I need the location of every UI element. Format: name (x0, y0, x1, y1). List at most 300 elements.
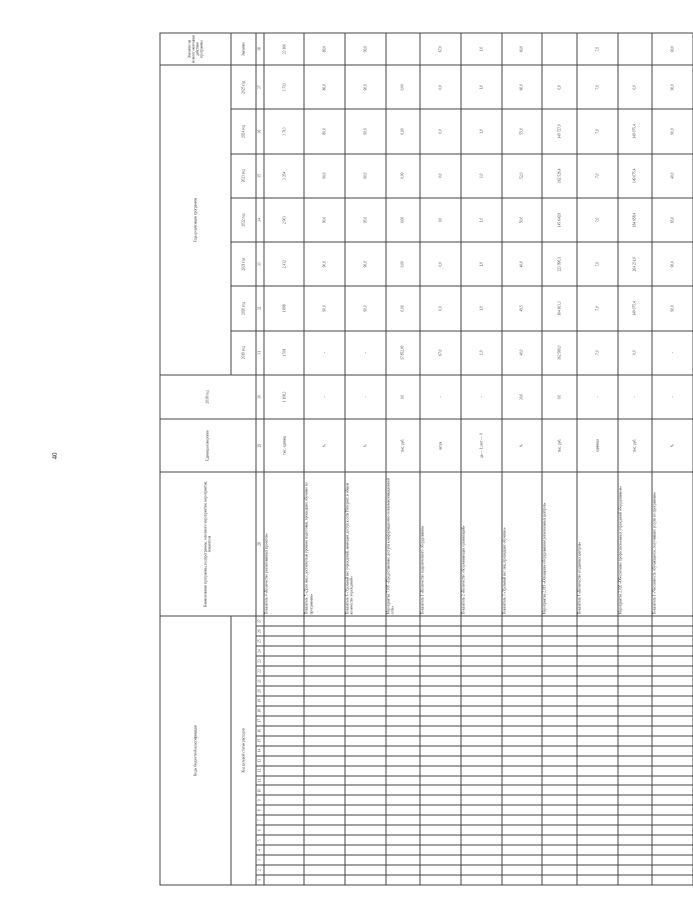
row-unit: да — 1; нет — 0 (461, 419, 502, 472)
classification-code-cell (461, 825, 502, 835)
classification-code-cell (501, 845, 542, 855)
classification-code-cell (501, 865, 542, 875)
classification-code-cell (576, 855, 617, 865)
classification-code-cell (501, 815, 542, 825)
row-year-value: 7,0 (576, 242, 617, 286)
row-year-value: 264 231,0 (617, 242, 652, 286)
classification-code-cell (420, 675, 461, 685)
column-number: 21 (255, 675, 263, 685)
classification-code-cell (420, 835, 461, 845)
classification-code-cell (501, 615, 542, 625)
classification-code-cell (542, 636, 577, 646)
classification-code-cell (385, 646, 420, 656)
classification-code-cell (461, 656, 502, 666)
classification-code-cell (263, 755, 304, 765)
classification-code-cell (461, 815, 502, 825)
classification-code-cell (345, 615, 386, 625)
row-base-value: 0,0 (542, 374, 577, 418)
classification-code-cell (576, 875, 617, 885)
table-row (345, 33, 386, 885)
column-number: 20 (255, 685, 263, 695)
classification-code-cell (385, 845, 420, 855)
classification-code-cell (576, 805, 617, 815)
table-row (617, 33, 652, 885)
classification-code-cell (304, 615, 345, 625)
classification-code-cell (542, 725, 577, 735)
row-year-value: 164 163,3 (542, 286, 577, 330)
row-unit: тыс. единиц (263, 419, 304, 472)
classification-code-cell (652, 675, 693, 685)
program-table (159, 32, 693, 885)
row-unit: % (304, 419, 345, 472)
classification-code-cell (652, 835, 693, 845)
table-row (576, 33, 617, 885)
row-year-value: 162 526,4 (542, 153, 577, 197)
classification-code-cell (420, 875, 461, 885)
column-number: 1 (255, 875, 263, 885)
classification-code-cell (263, 685, 304, 695)
program-name-header: Наименование программы, подпрограммы, основного мероприятия, мероприятия, показателя (160, 472, 256, 616)
row-year-value: 40,0 (652, 153, 693, 197)
classification-code-cell (461, 675, 502, 685)
row-name: Показатель 4 «Количество реализованных проектов» (263, 472, 304, 616)
row-final-value: 23 166 (263, 33, 304, 65)
classification-code-cell (263, 815, 304, 825)
classification-code-cell (461, 646, 502, 656)
classification-code-cell (304, 785, 345, 795)
classification-code-cell (542, 675, 577, 685)
classification-code-cell (652, 735, 693, 745)
classification-code-cell (345, 646, 386, 656)
row-year-value: 1,0 (461, 153, 502, 197)
classification-code-cell (542, 656, 577, 666)
year-header-2019: 2019 год (231, 330, 255, 374)
row-year-value: 90,0 (304, 286, 345, 330)
classification-code-cell (420, 615, 461, 625)
row-year-value: 67,0 (420, 330, 461, 374)
classification-code-cell (461, 705, 502, 715)
classification-code-cell (617, 755, 652, 765)
classification-code-cell (345, 666, 386, 676)
classification-code-cell (385, 666, 420, 676)
row-year-value: 0,0 (420, 286, 461, 330)
row-year-value: 223 990,1 (542, 242, 577, 286)
classification-code-cell (420, 636, 461, 646)
classification-code-cell (617, 855, 652, 865)
classification-code-cell (576, 626, 617, 636)
row-year-value: 90,0 (345, 153, 386, 197)
classification-code-cell (263, 865, 304, 875)
classification-code-cell (576, 775, 617, 785)
classification-code-cell (501, 875, 542, 885)
classification-code-cell (345, 745, 386, 755)
classification-code-cell (652, 805, 693, 815)
classification-code-cell (461, 845, 502, 855)
row-year-value: 0,0 (617, 330, 652, 374)
column-number: 23 (255, 656, 263, 666)
classification-code-cell (385, 785, 420, 795)
row-year-value: 90,0 (652, 242, 693, 286)
year-header-2021: 2021 год (231, 242, 255, 286)
classification-code-cell (263, 735, 304, 745)
classification-code-cell (304, 735, 345, 745)
row-year-value: 7,0 (576, 109, 617, 153)
classification-code-cell (304, 865, 345, 875)
column-number: 37 (255, 65, 263, 109)
row-year-value: 40,0 (501, 330, 542, 374)
classification-code-cell (345, 626, 386, 636)
classification-code-cell (345, 675, 386, 685)
classification-code-cell (345, 685, 386, 695)
row-year-value: 0,0 (420, 65, 461, 109)
classification-code-cell (345, 845, 386, 855)
classification-code-cell (652, 615, 693, 625)
classification-code-cell (542, 775, 577, 785)
year-header-2023: 2023 год (231, 153, 255, 197)
classification-code-cell (461, 735, 502, 745)
classification-code-cell (420, 765, 461, 775)
classification-code-cell (420, 705, 461, 715)
classification-code-cell (263, 795, 304, 805)
column-number: 25 (255, 636, 263, 646)
classification-code-cell (617, 825, 652, 835)
row-name: Показатель 1 «Количество подключенного оборудования» (420, 472, 461, 616)
classification-code-cell (263, 666, 304, 676)
row-base-value: 0,0 (385, 374, 420, 418)
year-header-2020: 2020 год (231, 286, 255, 330)
row-year-value: 0,0 (542, 65, 577, 109)
classification-code-cell (420, 745, 461, 755)
column-number: 10 (255, 785, 263, 795)
classification-code-cell (420, 805, 461, 815)
classification-code-cell (576, 705, 617, 715)
classification-code-cell (345, 735, 386, 745)
classification-code-cell (304, 775, 345, 785)
row-year-value: 0,00 (385, 153, 420, 197)
year-header-2024: 2024 год (231, 109, 255, 153)
classification-code-cell (461, 775, 502, 785)
column-number: 15 (255, 735, 263, 745)
classification-code-cell (501, 855, 542, 865)
classification-code-cell (652, 785, 693, 795)
classification-code-cell (501, 725, 542, 735)
row-year-value: 1,0 (461, 330, 502, 374)
classification-code-cell (420, 666, 461, 676)
classification-code-cell (542, 695, 577, 705)
classification-code-cell (652, 656, 693, 666)
classification-code-cell (304, 725, 345, 735)
classification-code-cell (461, 715, 502, 725)
classification-code-cell (576, 825, 617, 835)
classification-code-cell (461, 685, 502, 695)
row-year-value: 7,0 (576, 286, 617, 330)
classification-code-cell (304, 875, 345, 885)
year-header-2022: 2022 год (231, 197, 255, 241)
classification-code-cell (617, 715, 652, 725)
classification-code-cell (617, 875, 652, 885)
classification-code-cell (385, 875, 420, 885)
column-number: 31 (255, 330, 263, 374)
row-year-value: 90,0 (345, 65, 386, 109)
classification-code-cell (461, 785, 502, 795)
classification-code-cell (576, 765, 617, 775)
classification-code-cell (263, 785, 304, 795)
row-year-value: 0,0 (420, 153, 461, 197)
row-year-value: - (304, 330, 345, 374)
column-number: 14 (255, 745, 263, 755)
classification-code-cell (461, 636, 502, 646)
row-base-value: - (461, 374, 502, 418)
row-year-value: 1,0 (461, 65, 502, 109)
classification-code-cell (263, 636, 304, 646)
classification-code-cell (501, 785, 542, 795)
classification-code-cell (461, 666, 502, 676)
classification-code-cell (652, 755, 693, 765)
row-final-value (617, 33, 652, 65)
column-number: 9 (255, 795, 263, 805)
classification-code-cell (617, 695, 652, 705)
classification-code-cell (576, 815, 617, 825)
classification-code-cell (420, 735, 461, 745)
row-year-value: 52,0 (501, 153, 542, 197)
classification-code-cell (385, 805, 420, 815)
row-year-value: 149 727,0 (542, 109, 577, 153)
row-base-value: - (652, 374, 693, 418)
row-year-value: 90,0 (652, 109, 693, 153)
classification-code-cell (542, 615, 577, 625)
classification-code-cell (617, 745, 652, 755)
classification-code-cell (652, 815, 693, 825)
classification-code-cell (652, 795, 693, 805)
classification-code-cell (576, 615, 617, 625)
column-number: 16 (255, 725, 263, 735)
classification-code-cell (652, 875, 693, 885)
row-year-value: 7,0 (576, 65, 617, 109)
classification-code-cell (652, 685, 693, 695)
classification-code-cell (420, 646, 461, 656)
classification-code-cell (304, 656, 345, 666)
classification-code-cell (385, 685, 420, 695)
classification-code-cell (345, 755, 386, 765)
row-year-value: 55,0 (501, 109, 542, 153)
row-name: Мероприятие 2.019 «Оснащение оборудованием региональных центров» (542, 472, 577, 616)
classification-code-cell (420, 815, 461, 825)
row-final-value: 80,0 (304, 33, 345, 65)
classification-code-cell (652, 825, 693, 835)
classification-code-cell (542, 815, 577, 825)
row-year-value: 90,0 (345, 242, 386, 286)
classification-code-cell (420, 626, 461, 636)
classification-code-cell (576, 685, 617, 695)
row-year-value: 90,0 (304, 153, 345, 197)
table-row (542, 33, 577, 885)
classification-code-cell (576, 865, 617, 875)
classification-code-cell (385, 725, 420, 735)
classification-code-cell (304, 855, 345, 865)
row-base-value: - (304, 374, 345, 418)
classification-code-cell (345, 795, 386, 805)
classification-code-cell (617, 666, 652, 676)
column-number: 5 (255, 835, 263, 845)
completion-header: Значение на момент окончания действия программы (160, 33, 231, 65)
classification-code-cell (385, 656, 420, 666)
row-year-value: 95,0 (345, 197, 386, 241)
classification-code-cell (652, 636, 693, 646)
classification-code-cell (652, 775, 693, 785)
column-number: 35 (255, 153, 263, 197)
implementation-years-header: Годы реализации программы (160, 65, 231, 375)
row-year-value: 0,00 (385, 197, 420, 241)
classification-code-cell (617, 815, 652, 825)
column-number: 8 (255, 805, 263, 815)
classification-code-cell (345, 775, 386, 785)
column-number: 7 (255, 815, 263, 825)
classification-code-cell (576, 656, 617, 666)
classification-code-cell (304, 805, 345, 815)
classification-code-cell (420, 845, 461, 855)
classification-code-cell (501, 805, 542, 815)
classification-code-cell (345, 805, 386, 815)
classification-code-cell (304, 695, 345, 705)
classification-code-cell (652, 646, 693, 656)
classification-code-cell (461, 725, 502, 735)
classification-code-cell (617, 685, 652, 695)
classification-code-cell (652, 855, 693, 865)
unit-header: Единица измерения (160, 419, 256, 472)
row-year-value: 0,00 (385, 286, 420, 330)
row-name: Показатель 6 «Удельный вес учреждений, имеющих доступ к сети Интернет, в общем количестве учреждений» (345, 472, 386, 616)
classification-code-cell (542, 795, 577, 805)
row-final-value: 7,0 (576, 33, 617, 65)
classification-code-cell (617, 626, 652, 636)
row-year-value: 145 649,9 (542, 197, 577, 241)
row-base-value: 1 108,3 (263, 374, 304, 418)
classification-code-cell (345, 815, 386, 825)
classification-code-cell (263, 825, 304, 835)
row-unit: единица (576, 419, 617, 472)
classification-code-cell (461, 795, 502, 805)
classification-code-cell (420, 656, 461, 666)
classification-code-cell (501, 656, 542, 666)
classification-code-cell (576, 845, 617, 855)
row-unit: штук (420, 419, 461, 472)
classification-code-cell (501, 765, 542, 775)
classification-code-cell (542, 626, 577, 636)
classification-code-cell (345, 865, 386, 875)
classification-code-cell (617, 725, 652, 735)
classification-code-cell (461, 835, 502, 845)
classification-code-cell (385, 825, 420, 835)
classification-code-cell (385, 865, 420, 875)
classification-code-cell (617, 795, 652, 805)
column-number: 27 (255, 615, 263, 625)
classification-code-cell (263, 775, 304, 785)
classification-code-cell (542, 735, 577, 745)
row-name: Мероприятие 7.005 «Предоставление доступа к информационно-телекоммуникационной сети» (385, 472, 420, 616)
row-year-value: 0,00 (385, 65, 420, 109)
classification-code-cell (385, 855, 420, 865)
row-year-value: 162 580,0 (542, 330, 577, 374)
classification-code-cell (542, 646, 577, 656)
classification-code-cell (501, 636, 542, 646)
table-row (461, 33, 502, 885)
classification-sub-header: Код целевой статьи расходов (231, 615, 255, 884)
classification-code-cell (576, 735, 617, 745)
row-base-value: - (345, 374, 386, 418)
classification-code-cell (263, 626, 304, 636)
row-name: Показатель 3 «Удельный вес лиц, прошедших обучение» (501, 472, 542, 616)
row-unit: тыс. руб. (617, 419, 652, 472)
classification-code-cell (461, 875, 502, 885)
classification-code-cell (263, 695, 304, 705)
classification-code-cell (461, 626, 502, 636)
classification-code-cell (652, 666, 693, 676)
classification-code-cell (304, 626, 345, 636)
classification-code-cell (385, 626, 420, 636)
classification-code-cell (263, 715, 304, 725)
column-number: 30 (255, 374, 263, 418)
classification-code-cell (542, 785, 577, 795)
classification-code-cell (385, 795, 420, 805)
classification-code-cell (385, 815, 420, 825)
classification-code-cell (501, 695, 542, 705)
column-number: 12 (255, 765, 263, 775)
row-year-value: 7,0 (576, 153, 617, 197)
classification-code-cell (542, 835, 577, 845)
row-base-value: - (576, 374, 617, 418)
table-row (385, 33, 420, 885)
column-number-row (255, 33, 263, 885)
classification-code-cell (304, 705, 345, 715)
classification-code-cell (420, 785, 461, 795)
row-year-value: 149 075,4 (617, 153, 652, 197)
classification-code-cell (652, 725, 693, 735)
classification-code-cell (385, 775, 420, 785)
row-year-value: 1 898 (263, 286, 304, 330)
classification-code-cell (542, 715, 577, 725)
classification-code-cell (576, 835, 617, 845)
classification-code-cell (542, 805, 577, 815)
column-number: 11 (255, 775, 263, 785)
classification-code-cell (576, 695, 617, 705)
classification-code-cell (420, 685, 461, 695)
row-final-value: 60,0 (501, 33, 542, 65)
classification-code-cell (617, 835, 652, 845)
classification-code-cell (385, 765, 420, 775)
row-year-value: 184 658,4 (617, 197, 652, 241)
classification-code-cell (385, 835, 420, 845)
classification-code-cell (652, 865, 693, 875)
classification-code-cell (501, 685, 542, 695)
classification-code-cell (263, 656, 304, 666)
classification-code-cell (576, 795, 617, 805)
classification-code-cell (461, 805, 502, 815)
classification-code-cell (542, 685, 577, 695)
classification-code-cell (345, 825, 386, 835)
classification-code-cell (617, 765, 652, 775)
row-base-value: - (420, 374, 461, 418)
column-number: 18 (255, 705, 263, 715)
classification-code-cell (501, 675, 542, 685)
column-number: 38 (255, 33, 263, 65)
row-unit: % (501, 419, 542, 472)
row-year-value: 149 075,4 (617, 286, 652, 330)
row-base-value: 30,0 (501, 374, 542, 418)
classification-code-cell (576, 725, 617, 735)
classification-code-cell (385, 715, 420, 725)
classification-code-cell (617, 785, 652, 795)
table-row (420, 33, 461, 885)
